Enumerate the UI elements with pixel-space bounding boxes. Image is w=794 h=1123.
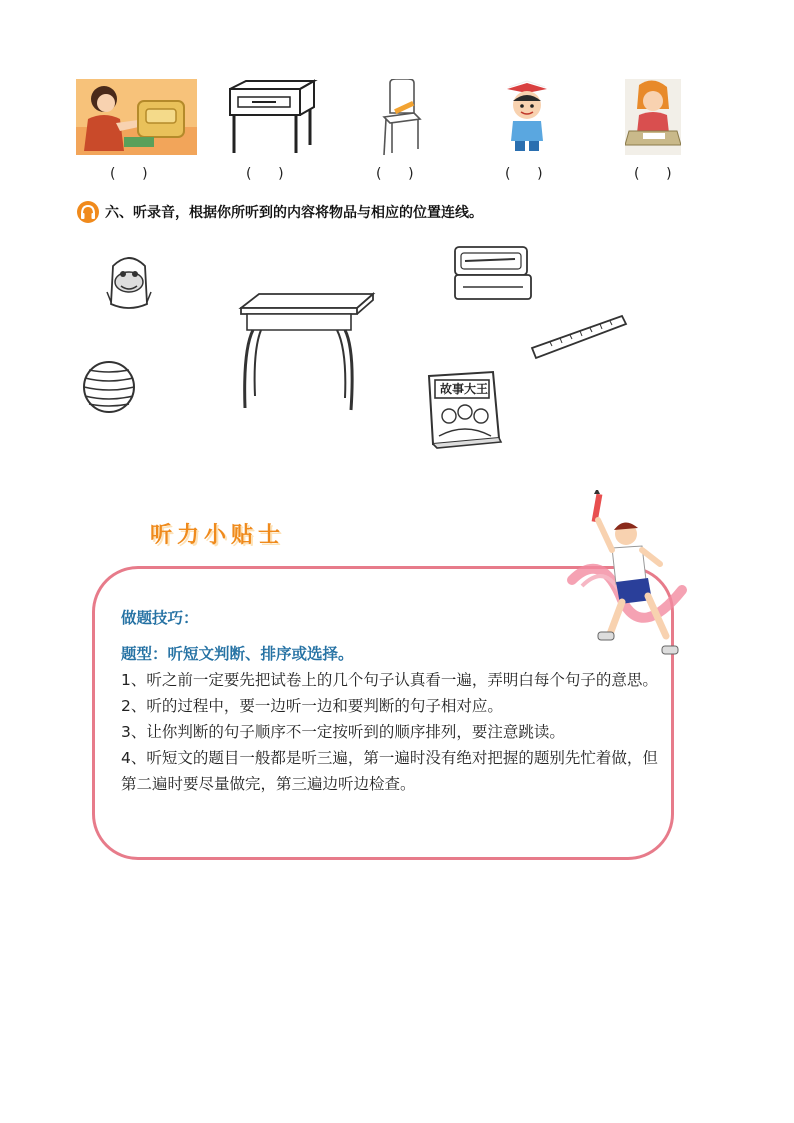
- picture-boy-with-book-on-head: [501, 79, 553, 155]
- ball-picture: [81, 360, 137, 414]
- section-6-title-text: 六、听录音，根据你所听到的内容将物品与相应的位置连线。: [105, 205, 483, 221]
- headphone-icon: [77, 201, 99, 223]
- picture-girl-packing-schoolbag: [76, 79, 197, 155]
- story-book-picture: [427, 370, 503, 450]
- tips-item-4: 4、听短文的题目一般都是听三遍，第一遍时没有绝对把握的题别先忙着做，但第二遍时要尽量做完，第三遍边听边检查。: [121, 749, 658, 793]
- story-book-title: 故事大王: [439, 382, 488, 396]
- tips-item-1: 1、听之前一定要先把试卷上的几个句子认真看一遍，弄明白每个句子的意思。: [121, 671, 658, 689]
- section-6-title: [77, 201, 483, 223]
- picture-girl-writing-at-desk: [625, 79, 681, 155]
- picture-desk-with-drawer: [226, 79, 318, 155]
- tips-heading: 听力小贴士: [150, 522, 286, 548]
- tips-type-label: 题型：听短文判断、排序或选择。: [121, 645, 354, 663]
- answer-paren-2[interactable]: ( ): [246, 166, 284, 182]
- answer-paren-4[interactable]: ( ): [505, 166, 543, 182]
- pencil-case-picture: [453, 245, 533, 303]
- tips-technique-label: 做题技巧：: [121, 609, 199, 627]
- picture-chair-with-pencil: [378, 79, 422, 155]
- school-desk-picture: [237, 290, 377, 412]
- answer-paren-5[interactable]: ( ): [634, 166, 672, 182]
- tips-item-2: 2、听的过程中，要一边听一边和要判断的句子相对应。: [121, 697, 503, 715]
- answer-paren-3[interactable]: ( ): [376, 166, 414, 182]
- tips-item-3: 3、让你判断的句子顺序不一定按听到的顺序排列，要注意跳读。: [121, 723, 565, 741]
- schoolbag-picture: [103, 252, 155, 312]
- answer-paren-1[interactable]: ( ): [110, 166, 148, 182]
- answer-parentheses-row: [0, 166, 794, 186]
- ruler-picture: [530, 314, 628, 360]
- running-boy-illustration: [562, 490, 708, 666]
